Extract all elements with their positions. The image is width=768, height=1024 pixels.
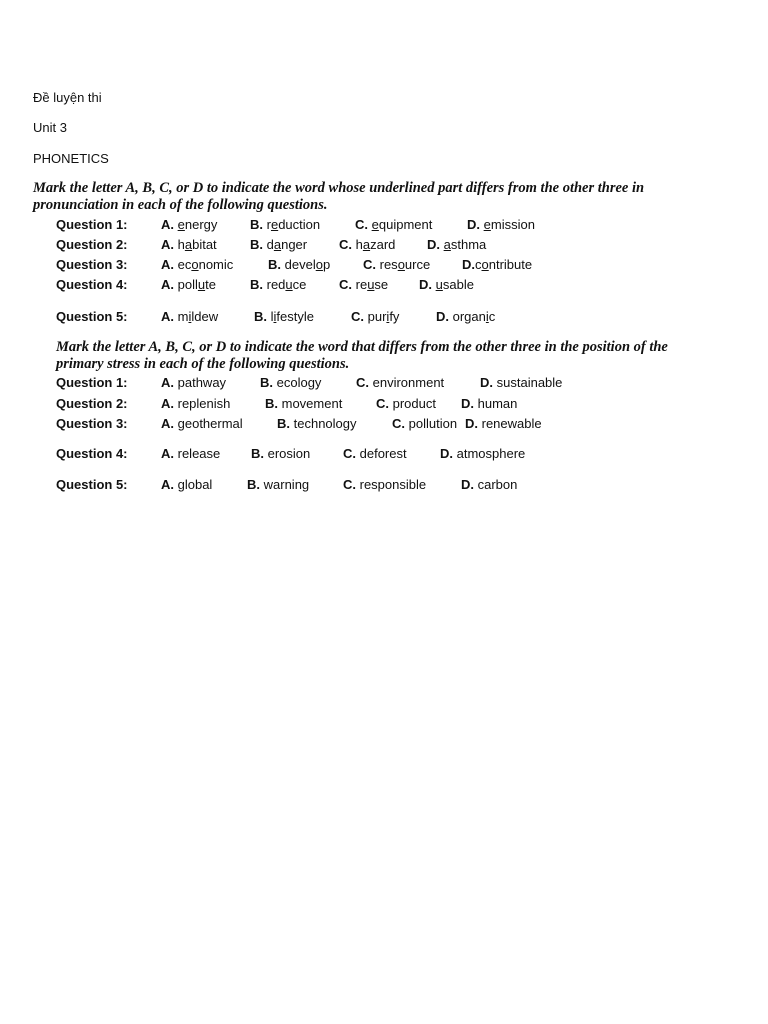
option-word: renewable	[481, 416, 542, 431]
word-prefix: h	[177, 237, 185, 252]
option-d	[480, 375, 562, 390]
word-prefix: l	[270, 309, 274, 324]
option-c	[355, 217, 432, 232]
option-word: technology	[293, 416, 357, 431]
option-d	[440, 446, 525, 461]
word-suffix: fy	[389, 309, 400, 324]
underlined-letters: i	[386, 309, 390, 324]
option-letter: B.	[260, 375, 273, 390]
option-letter: D.	[440, 446, 453, 461]
option-letter: D.	[465, 416, 478, 431]
underlined-letters: u	[285, 277, 293, 292]
option-a	[161, 477, 212, 492]
option-b	[250, 277, 306, 292]
option-a	[161, 277, 216, 292]
question-label: Question 5:	[56, 477, 128, 492]
word-suffix: festyle	[276, 309, 314, 324]
option-word: atmosphere	[456, 446, 526, 461]
option-a	[161, 257, 233, 272]
option-d	[461, 396, 517, 411]
word-suffix: sable	[442, 277, 474, 292]
option-letter: D.	[419, 277, 432, 292]
option-d	[462, 257, 532, 272]
option-word: replenish	[177, 396, 231, 411]
underlined-letters: e	[270, 217, 279, 232]
word-suffix: ldew	[191, 309, 219, 324]
option-letter: D.	[427, 237, 440, 252]
option-letter: C.	[356, 375, 369, 390]
underlined-letters: e	[177, 217, 185, 232]
option-letter: A.	[161, 257, 174, 272]
word-suffix: bitat	[192, 237, 217, 252]
option-a	[161, 446, 220, 461]
word-suffix: urce	[404, 257, 431, 272]
word-prefix: red	[266, 277, 286, 292]
option-letter: A.	[161, 217, 174, 232]
option-c	[339, 237, 395, 252]
underlined-letters: i	[188, 309, 192, 324]
option-letter: C.	[363, 257, 376, 272]
option-letter: C.	[392, 416, 405, 431]
word-suffix: c	[488, 309, 496, 324]
option-c	[392, 416, 457, 431]
option-c	[351, 309, 399, 324]
option-b	[254, 309, 314, 324]
option-letter: B.	[254, 309, 267, 324]
underlined-letters: e	[483, 217, 491, 232]
option-letter: B.	[265, 396, 278, 411]
option-d	[427, 237, 486, 252]
option-b	[265, 396, 342, 411]
option-d	[465, 416, 542, 431]
option-d	[436, 309, 495, 324]
option-b	[250, 237, 307, 252]
option-word: ecology	[276, 375, 322, 390]
option-b	[251, 446, 310, 461]
option-c	[339, 277, 388, 292]
word-prefix: res	[379, 257, 398, 272]
option-letter: C.	[355, 217, 368, 232]
option-letter: C.	[339, 237, 352, 252]
option-letter: D.	[480, 375, 493, 390]
word-suffix: zard	[370, 237, 396, 252]
question-label: Question 1:	[56, 375, 128, 390]
underlined-letters: o	[481, 257, 489, 272]
section-heading: PHONETICS	[33, 151, 109, 166]
option-d	[419, 277, 474, 292]
underlined-letters: e	[371, 217, 379, 232]
word-prefix: pur	[367, 309, 387, 324]
word-prefix: m	[177, 309, 189, 324]
option-a	[161, 396, 230, 411]
underlined-letters: a	[273, 237, 282, 252]
option-letter: B.	[250, 217, 263, 232]
option-letter: A.	[161, 375, 174, 390]
underlined-letters: u	[367, 277, 375, 292]
underlined-letters: u	[435, 277, 443, 292]
option-word: responsible	[359, 477, 427, 492]
option-d	[467, 217, 535, 232]
question-label: Question 5:	[56, 309, 128, 324]
underlined-letters: u	[197, 277, 206, 292]
underlined-letters: o	[397, 257, 405, 272]
word-prefix: d	[266, 237, 274, 252]
option-word: movement	[281, 396, 343, 411]
question-label: Question 4:	[56, 277, 128, 292]
option-letter: B.	[277, 416, 290, 431]
word-suffix: ce	[292, 277, 307, 292]
option-letter: A.	[161, 446, 174, 461]
word-prefix: re	[355, 277, 368, 292]
option-c	[343, 446, 407, 461]
question-label: Question 1:	[56, 217, 128, 232]
option-letter: A.	[161, 309, 174, 324]
underlined-letters: a	[443, 237, 451, 252]
option-word: human	[477, 396, 518, 411]
option-b	[250, 217, 320, 232]
option-word: global	[177, 477, 213, 492]
option-word: sustainable	[496, 375, 563, 390]
option-letter: C.	[376, 396, 389, 411]
word-suffix: ntribute	[488, 257, 533, 272]
word-prefix: r	[266, 217, 271, 232]
underlined-letters: i	[485, 309, 489, 324]
option-c	[356, 375, 444, 390]
option-c	[363, 257, 430, 272]
option-letter: C.	[343, 446, 356, 461]
option-letter: C.	[339, 277, 352, 292]
document-title: Đề luyện thi	[33, 90, 102, 105]
option-a	[161, 309, 218, 324]
option-a	[161, 375, 226, 390]
underlined-letters: o	[191, 257, 199, 272]
underlined-letters: i	[273, 309, 277, 324]
word-suffix: se	[374, 277, 389, 292]
unit-label: Unit 3	[33, 120, 67, 135]
word-suffix: nomic	[198, 257, 234, 272]
option-b	[277, 416, 357, 431]
option-word: warning	[263, 477, 310, 492]
question-label: Question 4:	[56, 446, 128, 461]
option-letter: D.	[436, 309, 449, 324]
question-label: Question 2:	[56, 396, 128, 411]
underlined-letters: o	[315, 257, 323, 272]
option-letter: C.	[351, 309, 364, 324]
word-suffix: nger	[281, 237, 308, 252]
option-d	[461, 477, 517, 492]
question-label: Question 3:	[56, 257, 128, 272]
option-word: carbon	[477, 477, 518, 492]
option-a	[161, 237, 217, 252]
option-word: pathway	[177, 375, 227, 390]
underlined-letters: a	[184, 237, 193, 252]
word-suffix: sthma	[450, 237, 487, 252]
question-label: Question 3:	[56, 416, 128, 431]
option-word: product	[392, 396, 436, 411]
word-prefix: organ	[452, 309, 486, 324]
word-prefix: poll	[177, 277, 198, 292]
option-letter: B.	[250, 237, 263, 252]
option-letter: A.	[161, 396, 174, 411]
option-letter: D.	[467, 217, 480, 232]
option-a	[161, 416, 243, 431]
word-suffix: quipment	[378, 217, 433, 232]
option-letter: B.	[268, 257, 281, 272]
underlined-letters: a	[362, 237, 371, 252]
word-prefix: ec	[177, 257, 192, 272]
option-letter: D.	[461, 477, 474, 492]
option-letter: A.	[161, 277, 174, 292]
option-letter: B.	[247, 477, 260, 492]
stress-instruction: Mark the letter A, B, C, or D to indicate the word that differs from the other three in the position of the primary stress in each of the following questions.	[56, 339, 668, 372]
word-prefix: c	[475, 257, 482, 272]
word-suffix: nergy	[184, 217, 218, 232]
option-a	[161, 217, 217, 232]
word-prefix: devel	[284, 257, 316, 272]
option-b	[247, 477, 309, 492]
option-letter: A.	[161, 237, 174, 252]
option-letter: D.	[462, 257, 475, 272]
option-word: release	[177, 446, 221, 461]
option-word: geothermal	[177, 416, 243, 431]
option-b	[260, 375, 321, 390]
option-word: deforest	[359, 446, 407, 461]
option-word: environment	[372, 375, 445, 390]
option-c	[376, 396, 436, 411]
option-letter: C.	[343, 477, 356, 492]
word-suffix: te	[205, 277, 216, 292]
question-label: Question 2:	[56, 237, 128, 252]
option-letter: D.	[461, 396, 474, 411]
pronunciation-instruction: Mark the letter A, B, C, or D to indicate the word whose underlined part differs from the other three in pronunciation in each of the following questions.	[33, 180, 645, 213]
option-word: pollution	[408, 416, 458, 431]
word-suffix: p	[322, 257, 331, 272]
word-prefix: h	[355, 237, 363, 252]
option-word: erosion	[267, 446, 311, 461]
word-suffix: duction	[278, 217, 321, 232]
option-letter: B.	[251, 446, 264, 461]
option-letter: B.	[250, 277, 263, 292]
word-suffix: mission	[490, 217, 535, 232]
option-letter: A.	[161, 416, 174, 431]
option-b	[268, 257, 330, 272]
option-c	[343, 477, 426, 492]
option-letter: A.	[161, 477, 174, 492]
